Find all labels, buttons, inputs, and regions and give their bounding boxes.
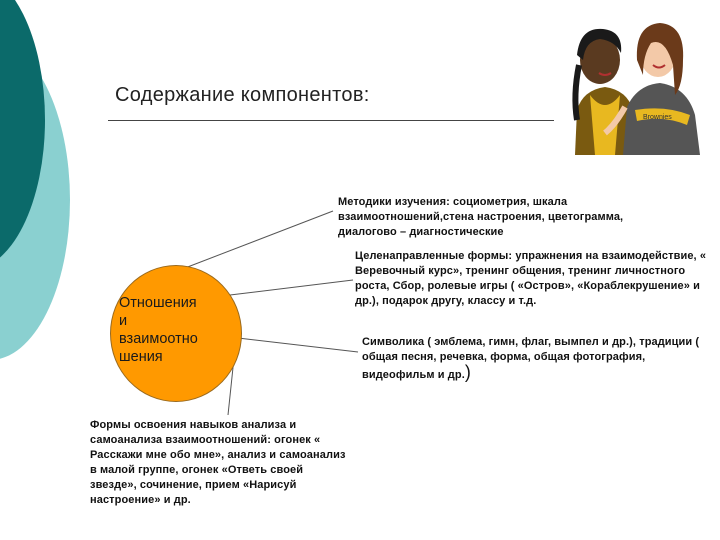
connector-line-3 [238,338,358,352]
connector-line-1 [185,211,333,268]
branch-symbols [362,335,707,383]
central-node-label: Отношения и взаимоотно шения [119,295,198,365]
girls-illustration [555,15,705,155]
branch-analysis-forms: Формы освоения навыков анализа и самоанализа взаимоотношений: огонек « Расскажи мне обо мне», анализ и самоанализ в малой группе, огонек «Ответь своей звезде», сочинение, прием «Нарисуй настроение» и др. [90,419,346,506]
slide-title: Содержание компонентов: [115,84,370,106]
connector-line-2 [230,280,353,295]
branch-methods: Методики изучения: социометрия, шкала взаимоотношений,стена настроения, цветограмма, диалогово – диагностические [338,196,624,238]
branch-symbols-paren: ) [464,362,471,382]
left-girl-braid [575,65,579,120]
branch-targeted-forms: Целенаправленные формы: упражнения на взаимодействие, « Веревочный курс», тренинг общения, тренинг личностного роста, Сбор, ролевые игры ( «Остров», «Кораблекрушение» и др.), подарок другу, классу и т.д. [355,250,707,307]
brownies-badge-text: Brownies [643,114,672,121]
branch-symbols-text: Символика ( эмблема, гимн, флаг, вымпел и др.), традиции ( общая песня, речевка, форма, общая фотография, видеофильм и др. [362,336,700,381]
